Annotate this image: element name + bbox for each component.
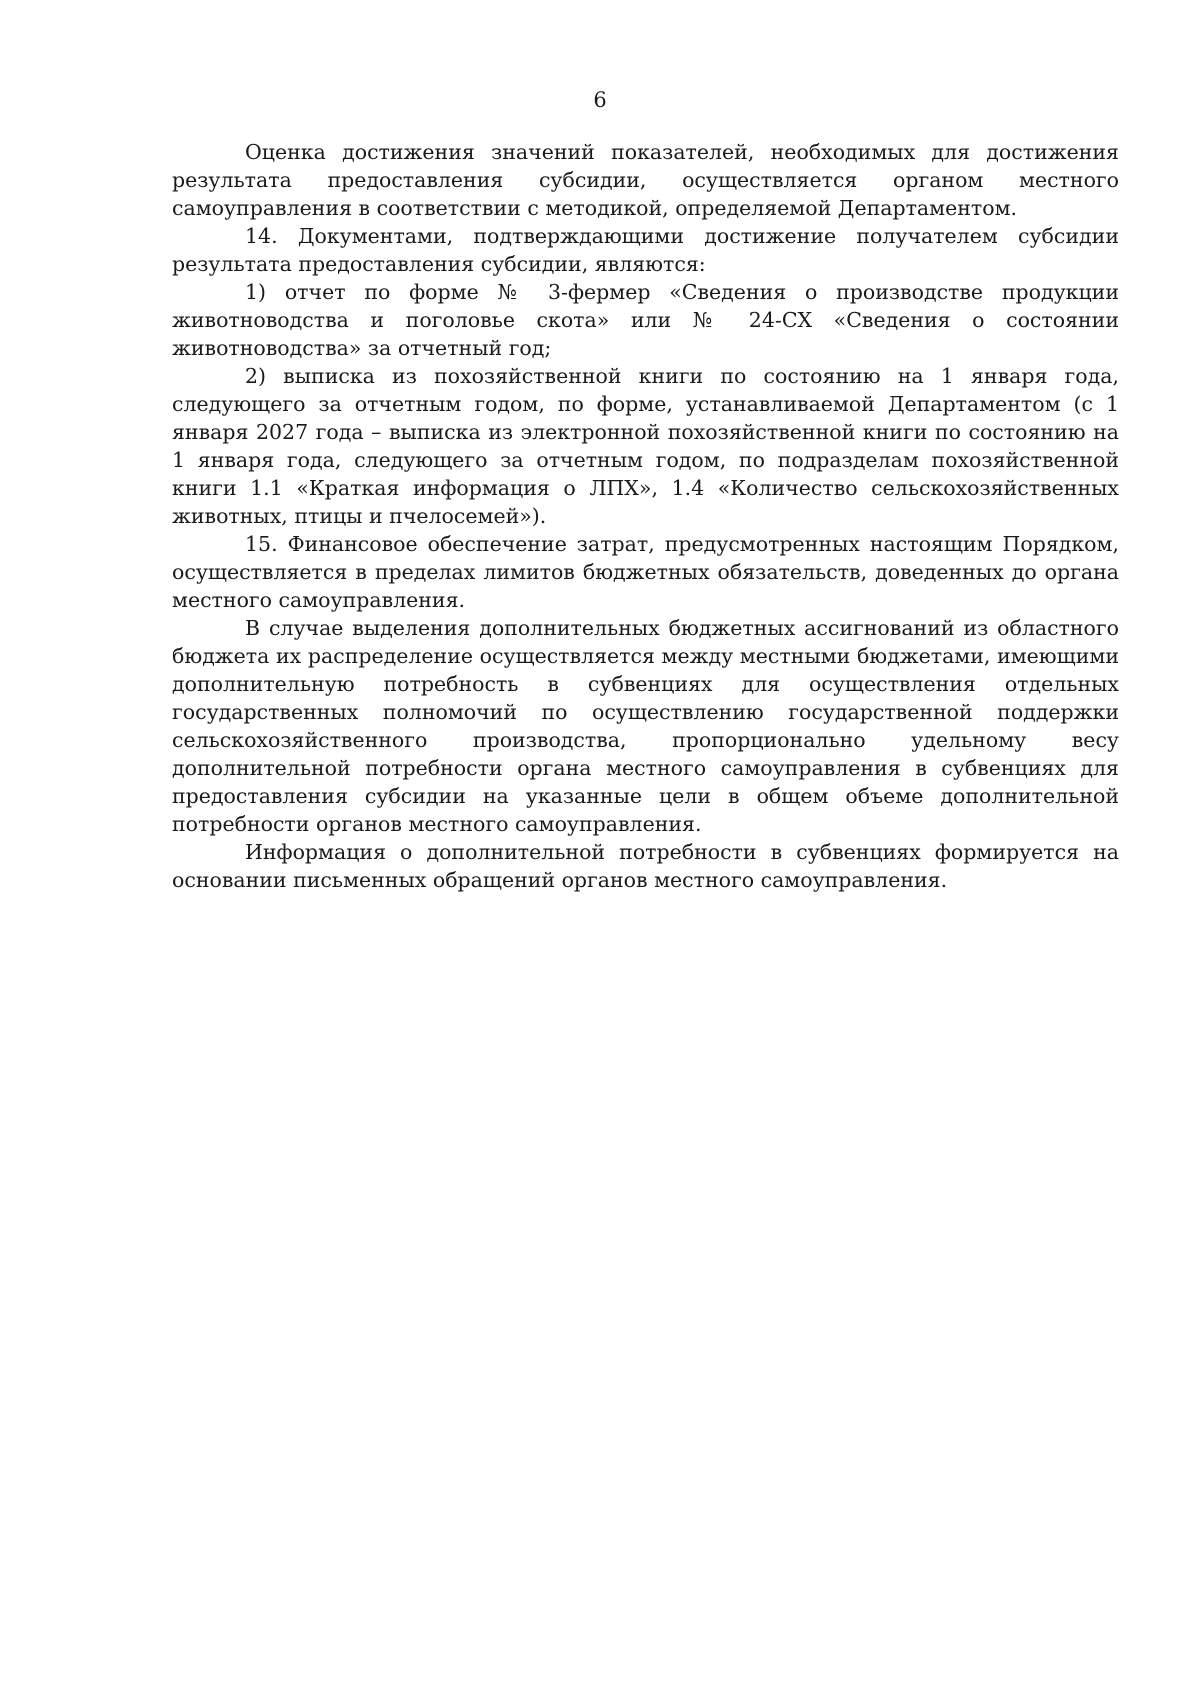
paragraph-15-financing: 15. Финансовое обеспечение затрат, предусмотренных настоящим Порядком, осуществляется в пределах лимитов бюджетных обязательств, доведенных до органа местного самоуправления. [172,532,1119,612]
page-number: 6 [593,88,607,112]
paragraph-item-1-report: 1) отчет по форме № 3-фермер «Сведения о производстве продукции животноводства и поголовье скота» или № 24-СХ «Сведения о состоянии животноводства» за отчетный год; [172,280,1119,360]
paragraph-additional-need-info: Информация о дополнительной потребности в субвенциях формируется на основании письменных обращений органов местного самоуправления. [172,840,1119,892]
paragraph-item-2-extract: 2) выписка из похозяйственной книги по состоянию на 1 января года, следующего за отчетным годом, по форме, устанавливаемой Департаментом (с 1 января 2027 года – выписка из электронной похозяйственной книги по состоянию на 1 января года, следующего за отчетным годом, по подразделам похозяйственной книги 1.1 «Краткая информация о ЛПХ», 1.4 «Количество сельскохозяйственных животных, птицы и пчелосемей»). [172,364,1119,528]
document-body [172,138,1119,894]
paragraph-indicator-assessment: Оценка достижения значений показателей, необходимых для достижения результата предоставления субсидии, осуществляется органом местного самоуправления в соответствии с методикой, определяемой Департаментом. [172,140,1119,220]
paragraph-14-documents: 14. Документами, подтверждающими достижение получателем субсидии результата предоставления субсидии, являются: [172,224,1119,276]
paragraph-additional-allocations: В случае выделения дополнительных бюджетных ассигнований из областного бюджета их распределение осуществляется между местными бюджетами, имеющими дополнительную потребность в субвенциях для осуществления отдельных государственных полномочий по осуществлению государственной поддержки сельскохозяйственного производства, пропорционально удельному весу дополнительной потребности органа местного самоуправления в субвенциях для предоставления субсидии на указанные цели в общем объеме дополнительной потребности органов местного самоуправления. [172,616,1119,836]
